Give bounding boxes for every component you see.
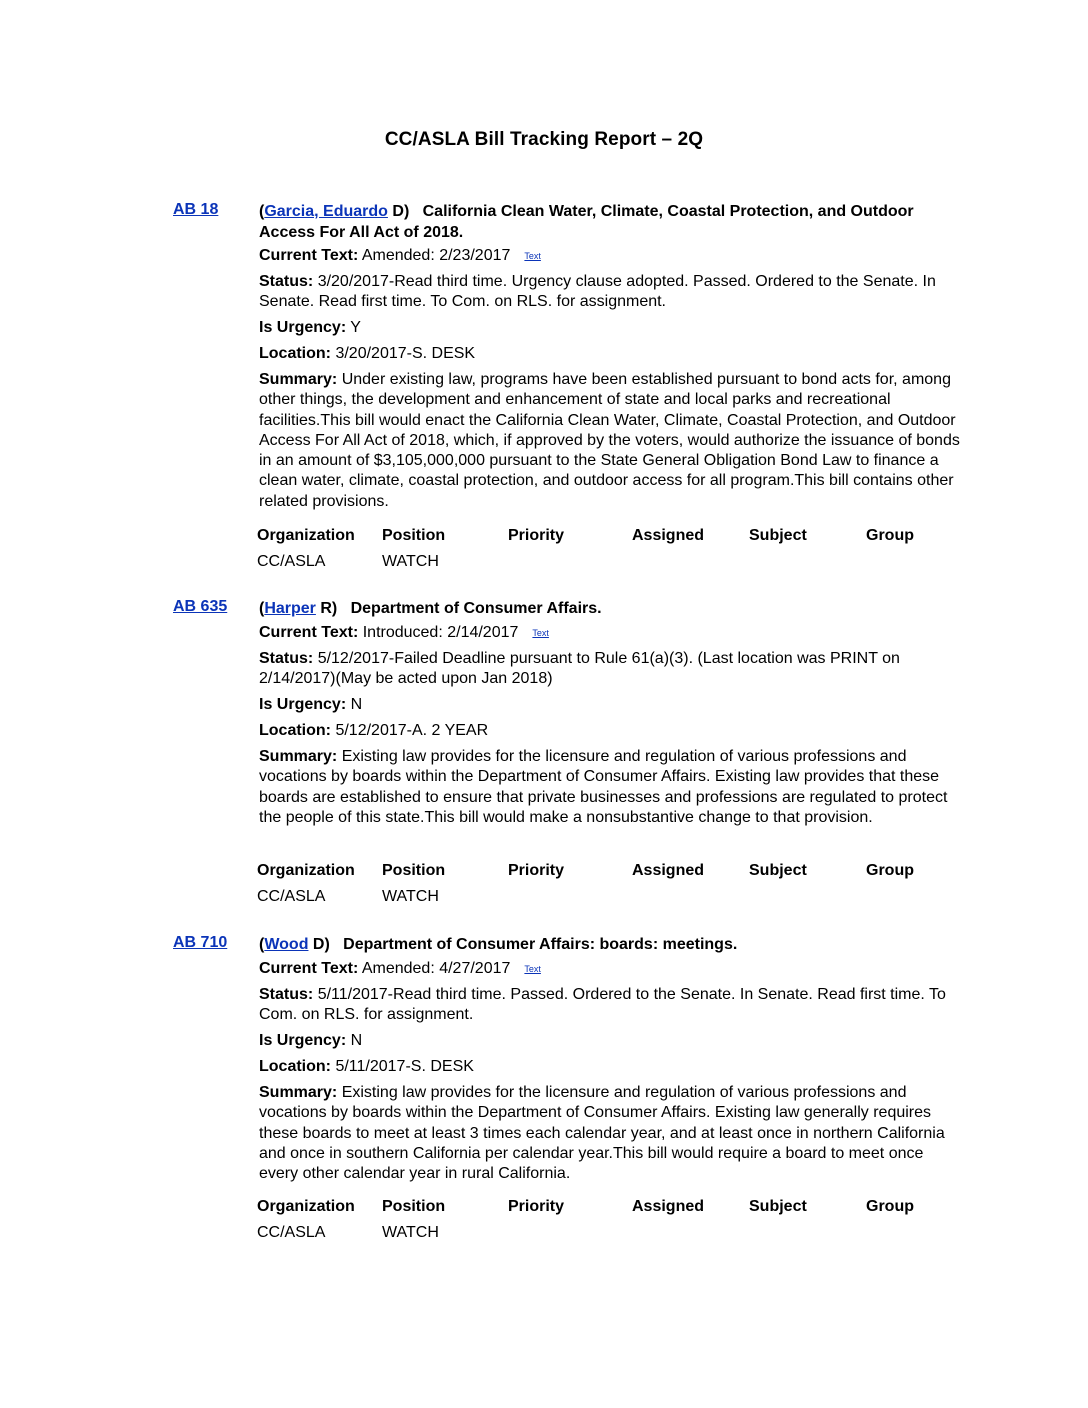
col-assigned: Assigned bbox=[632, 1198, 705, 1215]
urgency-label: Is Urgency: bbox=[259, 1032, 347, 1049]
urgency-label: Is Urgency: bbox=[259, 319, 347, 336]
urgency-value: N bbox=[350, 1032, 363, 1049]
summary-label: Summary: bbox=[259, 748, 338, 765]
col-position: Position bbox=[382, 527, 446, 544]
location-value: 5/11/2017-S. DESK bbox=[335, 1058, 474, 1075]
bill-heading: (Garcia, Eduardo D) California Clean Water, Climate, Coastal Protection, and Outdoor Access For All Act of 2018. bbox=[259, 203, 914, 241]
bill-title: Department of Consumer Affairs: boards: meetings. bbox=[343, 936, 738, 953]
status-line bbox=[259, 985, 964, 1026]
bill-heading: (Wood D) Department of Consumer Affairs: boards: meetings. bbox=[259, 936, 738, 953]
bill-id-link[interactable]: AB 18 bbox=[173, 201, 219, 218]
status-line bbox=[259, 649, 964, 690]
summary-paragraph bbox=[259, 1083, 964, 1184]
col-subject: Subject bbox=[749, 862, 807, 879]
cell-position: WATCH bbox=[382, 1224, 439, 1241]
bill-title: California Clean Water, Climate, Coastal Protection, and Outdoor Access For All Act of 2018. bbox=[259, 203, 914, 241]
summary-value: Under existing law, programs have been established pursuant to bond acts for, among other things, the development and enhancement of state and local parks and recreational facilities.This bill would enact the California Clean Water, Climate, Coastal Protection, and Outdoor Access For All Act of 2018, which, if approved by the voters, would authorize the issuance of bonds in an amount of $3,105,000,000 pursuant to the State General Obligation Bond Law to finance a clean water, climate, coastal protection, and outdoor access for all program.This bill contains other related provisions. bbox=[259, 371, 960, 510]
tracking-table-row bbox=[0, 553, 1088, 575]
col-group: Group bbox=[866, 862, 914, 879]
current-text-line bbox=[259, 246, 964, 266]
urgency-value: N bbox=[350, 696, 363, 713]
cell-position: WATCH bbox=[382, 553, 439, 570]
tracking-table-header bbox=[0, 1198, 1088, 1220]
status-value: 3/20/2017-Read third time. Urgency clause adopted. Passed. Ordered to the Senate. In Senate. Read first time. To Com. on RLS. for assignment. bbox=[259, 273, 936, 311]
summary-value: Existing law provides for the licensure and regulation of various professions and vocations by boards within the Department of Consumer Affairs. Existing law provides that these boards are established to ensure that private businesses and professions are regulated to protect the people of this state.This bill would make a nonsubstantive change to that provision. bbox=[259, 748, 948, 826]
current-text-value: Amended: 2/23/2017 bbox=[361, 247, 511, 264]
current-text-label: Current Text: bbox=[259, 247, 359, 264]
tracking-table-header bbox=[0, 527, 1088, 549]
col-position: Position bbox=[382, 862, 446, 879]
author-link[interactable]: Garcia, Eduardo bbox=[264, 203, 388, 220]
location-value: 3/20/2017-S. DESK bbox=[335, 345, 476, 362]
col-organization: Organization bbox=[257, 527, 355, 544]
location-label: Location: bbox=[259, 722, 331, 739]
location-line bbox=[259, 721, 964, 741]
location-value: 5/12/2017-A. 2 YEAR bbox=[335, 722, 489, 739]
tracking-table-row bbox=[0, 888, 1088, 910]
col-group: Group bbox=[866, 1198, 914, 1215]
bill-id-link[interactable]: AB 635 bbox=[173, 598, 228, 615]
author-party: D bbox=[392, 203, 404, 220]
col-subject: Subject bbox=[749, 1198, 807, 1215]
status-value: 5/11/2017-Read third time. Passed. Ordered to the Senate. In Senate. Read first time. To Com. on RLS. for assignment. bbox=[259, 986, 946, 1024]
status-label: Status: bbox=[259, 986, 314, 1003]
current-text-value: Amended: 4/27/2017 bbox=[361, 960, 511, 977]
col-priority: Priority bbox=[508, 862, 565, 879]
col-organization: Organization bbox=[257, 862, 355, 879]
cell-position: WATCH bbox=[382, 888, 439, 905]
col-assigned: Assigned bbox=[632, 862, 705, 879]
text-link[interactable]: Text bbox=[524, 964, 541, 974]
summary-paragraph bbox=[259, 747, 964, 828]
summary-paragraph bbox=[259, 370, 964, 512]
current-text-label: Current Text: bbox=[259, 960, 359, 977]
urgency-line bbox=[259, 318, 964, 338]
urgency-line bbox=[259, 695, 964, 715]
author-link[interactable]: Harper bbox=[264, 600, 316, 617]
col-organization: Organization bbox=[257, 1198, 355, 1215]
urgency-line bbox=[259, 1031, 964, 1051]
status-value: 5/12/2017-Failed Deadline pursuant to Rule 61(a)(3). (Last location was PRINT on 2/14/2017)(May be acted upon Jan 2018) bbox=[259, 650, 900, 688]
col-subject: Subject bbox=[749, 527, 807, 544]
report-title: CC/ASLA Bill Tracking Report – 2Q bbox=[384, 129, 704, 150]
location-label: Location: bbox=[259, 345, 331, 362]
location-label: Location: bbox=[259, 1058, 331, 1075]
cell-organization: CC/ASLA bbox=[257, 1224, 326, 1241]
status-label: Status: bbox=[259, 273, 314, 290]
author-link[interactable]: Wood bbox=[264, 936, 309, 953]
current-text-label: Current Text: bbox=[259, 624, 359, 641]
col-priority: Priority bbox=[508, 1198, 565, 1215]
text-link[interactable]: Text bbox=[532, 628, 549, 638]
location-line bbox=[259, 1057, 964, 1077]
col-priority: Priority bbox=[508, 527, 565, 544]
col-position: Position bbox=[382, 1198, 446, 1215]
status-label: Status: bbox=[259, 650, 314, 667]
col-group: Group bbox=[866, 527, 914, 544]
author-party: R bbox=[320, 600, 332, 617]
tracking-table-row bbox=[0, 1224, 1088, 1246]
current-text-line bbox=[259, 623, 964, 643]
urgency-label: Is Urgency: bbox=[259, 696, 347, 713]
bill-title: Department of Consumer Affairs. bbox=[350, 600, 602, 617]
cell-organization: CC/ASLA bbox=[257, 888, 326, 905]
author-party: D bbox=[312, 936, 325, 953]
urgency-value: Y bbox=[350, 319, 361, 336]
text-link[interactable]: Text bbox=[524, 251, 541, 261]
cell-organization: CC/ASLA bbox=[257, 553, 326, 570]
bill-heading: (Harper R) Department of Consumer Affairs. bbox=[259, 600, 602, 617]
current-text-line bbox=[259, 959, 964, 979]
current-text-value: Introduced: 2/14/2017 bbox=[362, 624, 519, 641]
tracking-table-header bbox=[0, 862, 1088, 884]
status-line bbox=[259, 272, 964, 313]
summary-label: Summary: bbox=[259, 1084, 338, 1101]
summary-value: Existing law provides for the licensure and regulation of various professions and vocations by boards within the Department of Consumer Affairs. Existing law generally requires these boards to meet at least 3 times each calendar year, and at least once in northern California and once in southern California per calendar year.This bill would require a board to meet once every other calendar year in rural California. bbox=[259, 1084, 945, 1183]
location-line bbox=[259, 344, 964, 364]
summary-label: Summary: bbox=[259, 371, 338, 388]
col-assigned: Assigned bbox=[632, 527, 705, 544]
bill-id-link[interactable]: AB 710 bbox=[173, 934, 228, 951]
